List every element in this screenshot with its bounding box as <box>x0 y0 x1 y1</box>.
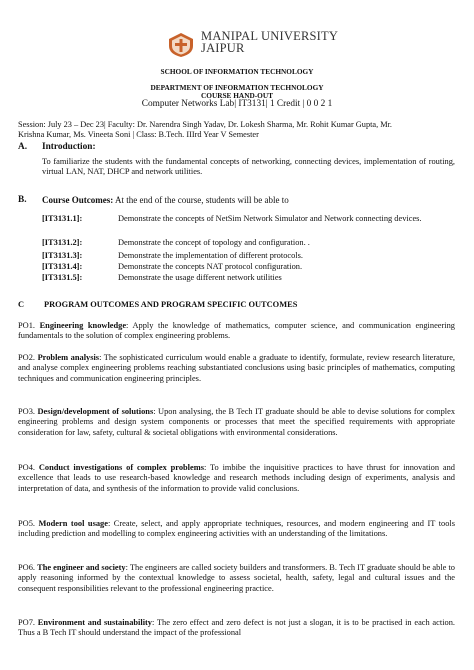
program-outcome <box>18 321 455 342</box>
course-outcome-id: [IT3131.5]: <box>42 273 83 282</box>
section-c-title: PROGRAM OUTCOMES AND PROGRAM SPECIFIC OUTCOMES <box>44 300 298 309</box>
program-outcome <box>18 563 455 594</box>
program-outcome-separator: . <box>32 321 40 330</box>
program-outcome-number: PO6 <box>18 563 33 572</box>
program-outcome-separator: . <box>32 618 38 627</box>
program-outcome-separator: . <box>32 353 38 362</box>
program-outcome-title: Problem analysis <box>37 353 100 362</box>
section-b-title: Course Outcomes: <box>42 195 114 205</box>
course-outcome-id: [IT3131.4]: <box>42 262 83 271</box>
program-outcome-text: : The sophisticated curriculum would enable a graduate to identify, formulate, review research literature, and analyse complex engineering problems reaching substantiated conclusions using basic principles of mathematics, computing techniques and communication engineering principles. <box>18 353 456 383</box>
program-outcome-text: : The engineers are called society builders and transformers. B. Tech IT graduate should be able to apply reasoning informed by the contextual knowledge to assess societal, health, safety, legal and cultural issues and the consequent responsibilities relevant to the professional engineering practice. <box>18 563 455 593</box>
program-outcome <box>18 407 455 438</box>
section-a-text: To familiarize the students with the fundamental concepts of networking, connecting devices, implementation of routing, virtual LAN, NAT, DHCP and network utilities. <box>42 157 455 177</box>
program-outcome-separator: . <box>32 463 39 472</box>
section-b-heading <box>42 195 289 205</box>
section-b-intro: At the end of the course, students will be able to <box>113 195 289 205</box>
section-b-letter: B. <box>18 195 27 205</box>
course-outcome-text: Demonstrate the concepts of NetSim Network Simulator and Network connecting devices. <box>118 214 422 223</box>
program-outcome-title: Modern tool usage <box>38 519 108 528</box>
university-name-line1: MANIPAL UNIVERSITY <box>201 29 339 43</box>
course-outcome-text: Demonstrate the concepts NAT protocol configuration. <box>118 262 303 271</box>
department-name: DEPARTMENT OF INFORMATION TECHNOLOGY <box>150 83 324 92</box>
program-outcome <box>18 618 455 639</box>
course-outcome-id: [IT3131.3]: <box>42 251 83 260</box>
program-outcome-separator: . <box>32 563 38 572</box>
program-outcome-number: PO5 <box>18 519 33 528</box>
session-line-1: Session: July 23 – Dec 23| Faculty: Dr. Narendra Singh Yadav, Dr. Lokesh Sharma, Mr. Rohit Kumar Gupta, Mr. <box>18 120 392 129</box>
program-outcome-text: : To imbibe the inquisitive practices to have thrust for innovation and excellence that leads to use research-based knowledge and research methods including design of experiments, analysis and interpretation of data, and synthesis of the information to provide valid conclusions. <box>18 463 455 493</box>
program-outcome-number: PO3 <box>18 407 33 416</box>
program-outcome-text: : The zero effect and zero defect is not just a slogan, it is to be practised in each action. Thus a B Tech IT should understand the impact of the professional <box>18 618 455 638</box>
session-line-2: Krishna Kumar, Ms. Vineeta Soni | Class: B.Tech. IIIrd Year V Semester <box>18 130 259 140</box>
course-line: Computer Networks Lab| IT3131| 1 Credit | 0 0 2 1 <box>141 99 333 109</box>
course-outcome-text: Demonstrate the usage different network utilities <box>118 273 282 282</box>
program-outcome-number: PO7 <box>18 618 33 627</box>
program-outcome <box>18 519 455 540</box>
course-outcome-text: Demonstrate the implementation of different protocols. <box>118 251 303 260</box>
course-outcome-text: Demonstrate the concept of topology and configuration. . <box>118 238 310 247</box>
program-outcome-title: Environment and sustainability <box>37 618 152 627</box>
program-outcome-separator: . <box>32 407 38 416</box>
program-outcome-separator: . <box>32 519 39 528</box>
handout-title: COURSE HAND-OUT <box>201 91 273 100</box>
university-name-line2: JAIPUR <box>201 41 245 55</box>
program-outcome-number: PO2 <box>18 353 33 362</box>
program-outcome-title: The engineer and society <box>37 563 126 572</box>
program-outcome-text: : Upon analysing, the B Tech IT graduate should be able to devise solutions for complex engineering problems and design system components or processes that meet the specified requirements with appropriate consideration for law, safety, cultural & societal obligations with environmental considerations. <box>18 407 456 437</box>
program-outcome <box>18 353 455 384</box>
section-c-letter: C <box>18 300 25 309</box>
session-info <box>18 120 458 140</box>
section-a-title: Introduction: <box>42 142 96 152</box>
university-name <box>201 30 338 54</box>
program-outcome-title: Engineering knowledge <box>39 321 127 330</box>
program-outcome-number: PO4 <box>18 463 33 472</box>
section-a-letter: A. <box>18 142 28 152</box>
program-outcome-title: Design/development of solutions <box>37 407 154 416</box>
program-outcome-text: : Apply the knowledge of mathematics, computer science, and communication engineering fundamentals to the solution of complex engineering problems. <box>18 321 455 341</box>
course-outcome-id: [IT3131.1]: <box>42 214 83 223</box>
course-outcome-id: [IT3131.2]: <box>42 238 83 247</box>
school-name: SCHOOL OF INFORMATION TECHNOLOGY <box>160 67 314 76</box>
program-outcome <box>18 463 455 494</box>
program-outcome-number: PO1 <box>18 321 33 330</box>
program-outcome-title: Conduct investigations of complex problems <box>38 463 204 472</box>
program-outcome-text: : Create, select, and apply appropriate techniques, resources, and modern engineering and IT tools including prediction and modelling to complex engineering activities with an understanding of the limitations. <box>18 519 456 539</box>
university-logo-icon <box>166 30 196 58</box>
